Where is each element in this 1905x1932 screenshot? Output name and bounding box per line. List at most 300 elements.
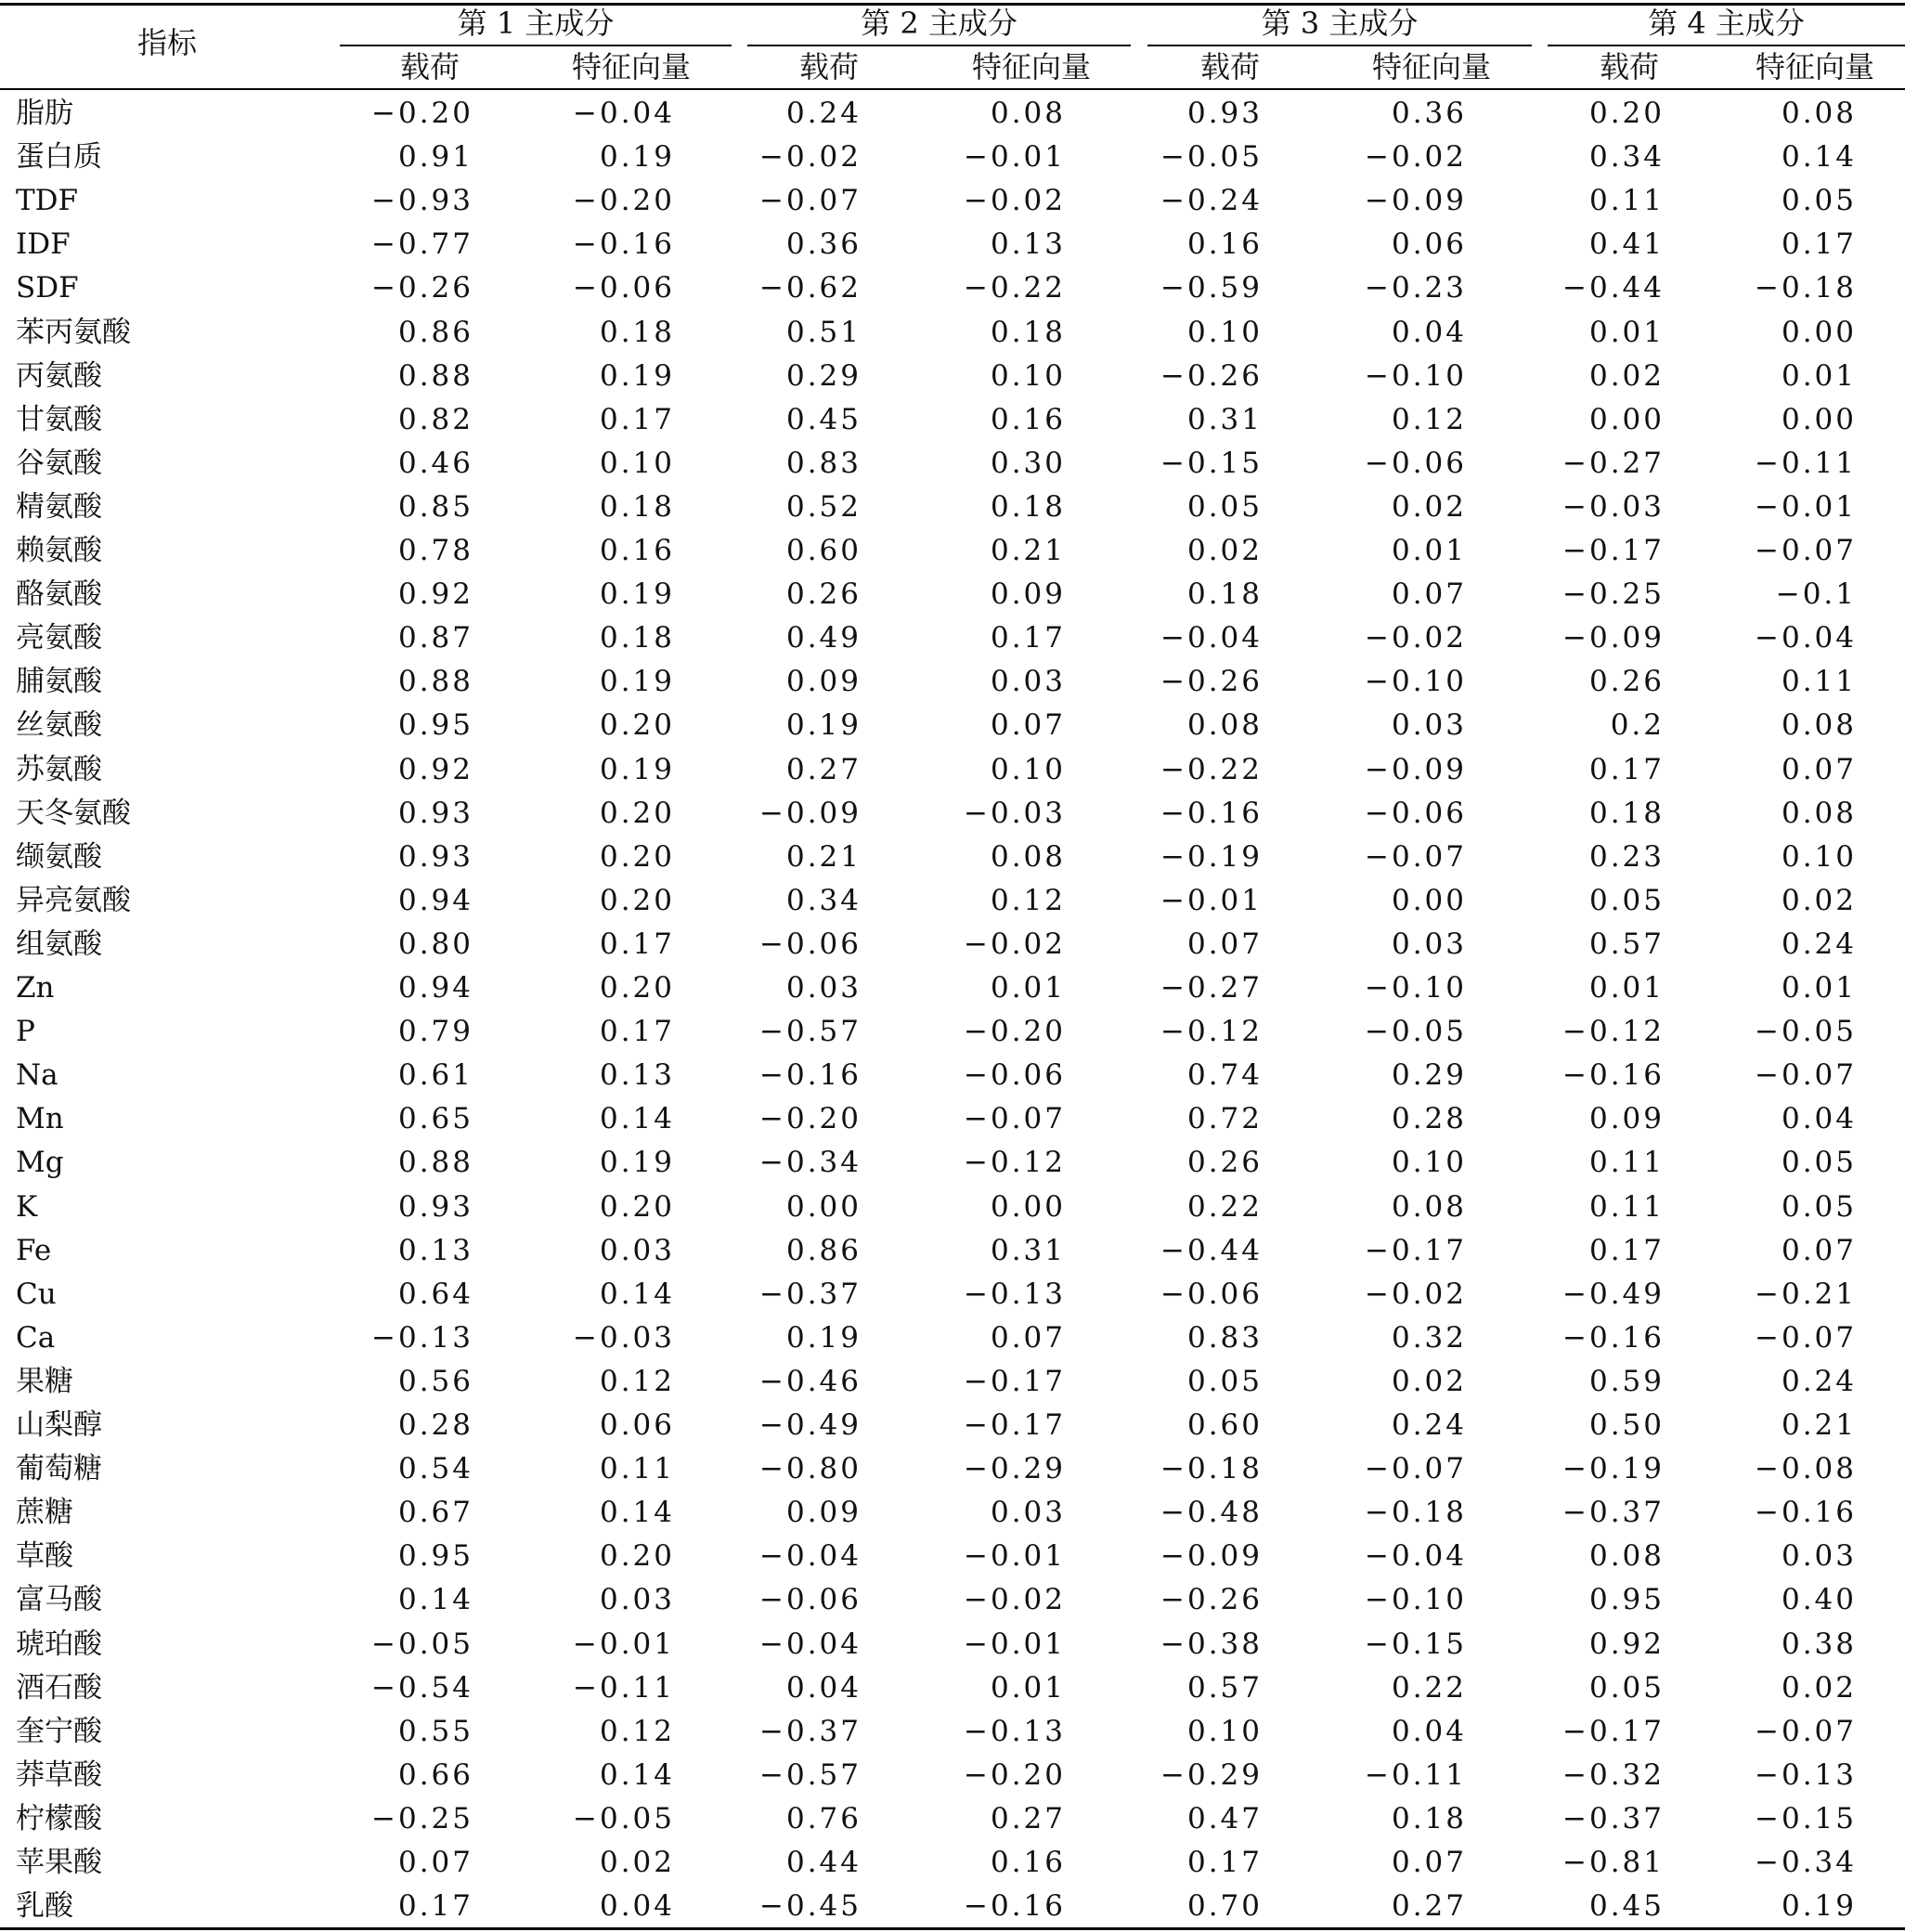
row-indicator-label: Na bbox=[16, 1058, 58, 1093]
loading-cell: 0.82 bbox=[397, 402, 473, 436]
loading-cell: 0.50 bbox=[1588, 1408, 1665, 1442]
loading-cell: 0.60 bbox=[1186, 1408, 1263, 1442]
row-indicator-label: 丙氨酸 bbox=[16, 358, 102, 393]
loading-cell: −0.09 bbox=[1160, 1539, 1263, 1574]
loading-cell: 0.08 bbox=[1588, 1539, 1665, 1574]
row-indicator-label: P bbox=[16, 1015, 35, 1049]
loading-cell: 0.95 bbox=[397, 708, 473, 743]
loading-cell: 0.11 bbox=[1588, 1146, 1665, 1180]
row-indicator-label: 琥珀酸 bbox=[16, 1627, 102, 1661]
loading-cell: −0.26 bbox=[371, 271, 473, 305]
loading-cell: −0.38 bbox=[1160, 1627, 1263, 1661]
eigenvector-cell: 0.06 bbox=[1391, 227, 1467, 262]
eigenvector-cell: 0.18 bbox=[990, 489, 1066, 524]
header-pc2-underline bbox=[747, 45, 1131, 46]
eigenvector-cell: 0.18 bbox=[599, 621, 675, 655]
eigenvector-cell: −0.18 bbox=[1365, 1496, 1467, 1530]
eigenvector-cell: 0.28 bbox=[1391, 1102, 1467, 1136]
eigenvector-cell: 0.06 bbox=[599, 1408, 675, 1442]
eigenvector-cell: 0.10 bbox=[1781, 839, 1857, 874]
loading-cell: −0.06 bbox=[759, 927, 862, 961]
eigenvector-cell: −0.06 bbox=[1365, 796, 1467, 830]
eigenvector-cell: −0.07 bbox=[1365, 839, 1467, 874]
row-indicator-label: 蔗糖 bbox=[16, 1496, 73, 1530]
row-indicator-label: 脂肪 bbox=[16, 97, 73, 130]
eigenvector-cell: −0.22 bbox=[964, 271, 1066, 305]
row-indicator-label: 苯丙氨酸 bbox=[16, 315, 131, 349]
loading-cell: −0.15 bbox=[1160, 446, 1263, 480]
eigenvector-cell: 0.31 bbox=[990, 1233, 1066, 1267]
loading-cell: 0.34 bbox=[785, 883, 862, 917]
loading-cell: 0.18 bbox=[1186, 577, 1263, 612]
eigenvector-cell: 0.14 bbox=[599, 1102, 675, 1136]
loading-cell: −0.19 bbox=[1160, 839, 1263, 874]
table-row bbox=[0, 836, 1905, 879]
eigenvector-cell: −0.06 bbox=[573, 271, 675, 305]
eigenvector-cell: 0.03 bbox=[1781, 1539, 1857, 1574]
table-row bbox=[0, 704, 1905, 747]
header-pc1-loading: 载荷 bbox=[399, 49, 460, 84]
header-pc3-underline bbox=[1147, 45, 1532, 46]
row-indicator-label: Fe bbox=[16, 1233, 52, 1267]
row-indicator-label: 酒石酸 bbox=[16, 1670, 102, 1705]
table-row bbox=[0, 398, 1905, 442]
header-pc1-underline bbox=[340, 45, 732, 46]
loading-cell: −0.17 bbox=[1562, 1714, 1665, 1748]
header-indicator: 指标 bbox=[136, 25, 197, 60]
loading-cell: 0.88 bbox=[397, 665, 473, 699]
eigenvector-cell: −0.07 bbox=[1755, 1058, 1857, 1093]
row-indicator-label: 果糖 bbox=[16, 1364, 73, 1398]
loading-cell: 0.08 bbox=[1186, 708, 1263, 743]
loading-cell: 0.83 bbox=[785, 446, 862, 480]
loading-cell: 0.92 bbox=[1588, 1627, 1665, 1661]
loading-cell: −0.06 bbox=[1160, 1277, 1263, 1311]
table-row bbox=[0, 1841, 1905, 1885]
loading-cell: 0.56 bbox=[397, 1364, 473, 1398]
loading-cell: 0.17 bbox=[1588, 752, 1665, 786]
loading-cell: 0.93 bbox=[1186, 97, 1263, 130]
eigenvector-cell: −0.10 bbox=[1365, 665, 1467, 699]
row-indicator-label: Mn bbox=[16, 1102, 64, 1136]
eigenvector-cell: 0.12 bbox=[599, 1364, 675, 1398]
eigenvector-cell: 0.14 bbox=[1781, 140, 1857, 175]
eigenvector-cell: −0.23 bbox=[1365, 271, 1467, 305]
loading-cell: −0.02 bbox=[759, 140, 862, 175]
table-row bbox=[0, 1578, 1905, 1622]
table-row bbox=[0, 748, 1905, 792]
loading-cell: −0.25 bbox=[1562, 577, 1665, 612]
loading-cell: −0.37 bbox=[1562, 1801, 1665, 1835]
eigenvector-cell: 0.20 bbox=[599, 839, 675, 874]
loading-cell: −0.80 bbox=[759, 1452, 862, 1486]
eigenvector-cell: −0.05 bbox=[1365, 1015, 1467, 1049]
eigenvector-cell: 0.04 bbox=[1391, 1714, 1467, 1748]
row-indicator-label: 精氨酸 bbox=[16, 489, 102, 524]
eigenvector-cell: 0.07 bbox=[1781, 752, 1857, 786]
loading-cell: 0.00 bbox=[785, 1189, 862, 1224]
loading-cell: −0.27 bbox=[1160, 971, 1263, 1005]
eigenvector-cell: −0.07 bbox=[1755, 534, 1857, 567]
loading-cell: 0.60 bbox=[785, 534, 862, 567]
loading-cell: 0.93 bbox=[397, 839, 473, 874]
row-indicator-label: 丝氨酸 bbox=[16, 708, 102, 743]
loading-cell: 0.26 bbox=[785, 577, 862, 612]
eigenvector-cell: 0.12 bbox=[599, 1714, 675, 1748]
loading-cell: −0.04 bbox=[759, 1627, 862, 1661]
eigenvector-cell: −0.21 bbox=[1755, 1277, 1857, 1311]
eigenvector-cell: −0.29 bbox=[964, 1452, 1066, 1486]
header-pc3-loading: 载荷 bbox=[1199, 49, 1260, 84]
eigenvector-cell: 0.18 bbox=[599, 489, 675, 524]
loading-cell: 0.36 bbox=[785, 227, 862, 262]
eigenvector-cell: −0.02 bbox=[1365, 1277, 1467, 1311]
row-indicator-label: Zn bbox=[16, 971, 55, 1005]
loading-cell: 0.49 bbox=[785, 621, 862, 655]
table-row bbox=[0, 529, 1905, 573]
table-row bbox=[0, 179, 1905, 223]
header-pc2: 第 2 主成分 bbox=[861, 6, 1017, 41]
loading-cell: 0.93 bbox=[397, 1189, 473, 1224]
header-pc4: 第 4 主成分 bbox=[1648, 6, 1805, 41]
loading-cell: 0.78 bbox=[397, 534, 473, 567]
row-indicator-label: Cu bbox=[16, 1277, 57, 1311]
eigenvector-cell: 0.27 bbox=[990, 1801, 1066, 1835]
eigenvector-cell: 0.03 bbox=[1391, 708, 1467, 743]
loading-cell: 0.86 bbox=[785, 1233, 862, 1267]
loading-cell: −0.25 bbox=[371, 1801, 473, 1835]
loading-cell: −0.17 bbox=[1562, 534, 1665, 567]
eigenvector-cell: 0.17 bbox=[599, 402, 675, 436]
eigenvector-cell: −0.05 bbox=[573, 1801, 675, 1835]
eigenvector-cell: −0.12 bbox=[964, 1146, 1066, 1180]
table-row bbox=[0, 1885, 1905, 1928]
loading-cell: 0.13 bbox=[397, 1233, 473, 1267]
loading-cell: 0.83 bbox=[1186, 1320, 1263, 1355]
eigenvector-cell: 0.08 bbox=[990, 839, 1066, 874]
eigenvector-cell: 0.01 bbox=[990, 1670, 1066, 1705]
eigenvector-cell: 0.02 bbox=[1391, 489, 1467, 524]
eigenvector-cell: 0.07 bbox=[1391, 577, 1467, 612]
loading-cell: 0.44 bbox=[785, 1846, 862, 1879]
loading-cell: −0.62 bbox=[759, 271, 862, 305]
loading-cell: −0.26 bbox=[1160, 358, 1263, 393]
loading-cell: 0.94 bbox=[397, 971, 473, 1005]
eigenvector-cell: −0.34 bbox=[1755, 1846, 1857, 1879]
eigenvector-cell: 0.20 bbox=[599, 796, 675, 830]
loading-cell: −0.05 bbox=[371, 1627, 473, 1661]
table-row bbox=[0, 1666, 1905, 1710]
eigenvector-cell: 0.20 bbox=[599, 1539, 675, 1574]
eigenvector-cell: −0.17 bbox=[964, 1364, 1066, 1398]
table-row bbox=[0, 573, 1905, 616]
loading-cell: 0.64 bbox=[397, 1277, 473, 1311]
eigenvector-cell: 0.18 bbox=[599, 315, 675, 349]
eigenvector-cell: 0.16 bbox=[990, 402, 1066, 436]
eigenvector-cell: −0.07 bbox=[1755, 1714, 1857, 1748]
loading-cell: 0.01 bbox=[1588, 971, 1665, 1005]
eigenvector-cell: −0.20 bbox=[964, 1757, 1066, 1792]
table-row bbox=[0, 1447, 1905, 1491]
loading-cell: −0.32 bbox=[1562, 1757, 1665, 1792]
loading-cell: 0.55 bbox=[397, 1714, 473, 1748]
eigenvector-cell: 0.27 bbox=[1391, 1889, 1467, 1924]
loading-cell: 0.70 bbox=[1186, 1889, 1263, 1924]
loading-cell: −0.57 bbox=[759, 1015, 862, 1049]
eigenvector-cell: −0.20 bbox=[964, 1015, 1066, 1049]
table-row bbox=[0, 486, 1905, 529]
eigenvector-cell: −0.06 bbox=[964, 1058, 1066, 1093]
eigenvector-cell: −0.02 bbox=[964, 1583, 1066, 1617]
loading-cell: −0.09 bbox=[1562, 621, 1665, 655]
table-row bbox=[0, 923, 1905, 966]
loading-cell: −0.26 bbox=[1160, 1583, 1263, 1617]
eigenvector-cell: −0.02 bbox=[1365, 140, 1467, 175]
header-pc4-underline bbox=[1548, 45, 1905, 46]
eigenvector-cell: −0.11 bbox=[1755, 446, 1857, 480]
row-indicator-label: 酪氨酸 bbox=[16, 577, 102, 612]
loading-cell: 0.54 bbox=[397, 1452, 473, 1486]
eigenvector-cell: 0.02 bbox=[1781, 883, 1857, 917]
loading-cell: 0.80 bbox=[397, 927, 473, 961]
loading-cell: 0.26 bbox=[1588, 665, 1665, 699]
loading-cell: −0.54 bbox=[371, 1670, 473, 1705]
eigenvector-cell: 0.08 bbox=[1781, 796, 1857, 830]
eigenvector-cell: −0.05 bbox=[1755, 1015, 1857, 1049]
eigenvector-cell: −0.09 bbox=[1365, 752, 1467, 786]
eigenvector-cell: 0.03 bbox=[990, 1496, 1066, 1530]
loading-cell: 0.22 bbox=[1186, 1189, 1263, 1224]
loading-cell: −0.01 bbox=[1160, 883, 1263, 917]
loading-cell: −0.81 bbox=[1562, 1846, 1665, 1879]
eigenvector-cell: −0.16 bbox=[964, 1889, 1066, 1924]
eigenvector-cell: −0.10 bbox=[1365, 1583, 1467, 1617]
eigenvector-cell: 0.00 bbox=[1391, 883, 1467, 917]
loading-cell: −0.05 bbox=[1160, 140, 1263, 175]
loading-cell: −0.04 bbox=[1160, 621, 1263, 655]
eigenvector-cell: 0.11 bbox=[599, 1452, 675, 1486]
loading-cell: −0.59 bbox=[1160, 271, 1263, 305]
table-row bbox=[0, 1797, 1905, 1841]
row-indicator-label: Ca bbox=[16, 1320, 56, 1355]
loading-cell: 0.45 bbox=[1588, 1889, 1665, 1924]
loading-cell: 0.72 bbox=[1186, 1102, 1263, 1136]
eigenvector-cell: 0.14 bbox=[599, 1277, 675, 1311]
row-indicator-label: 苏氨酸 bbox=[16, 752, 102, 786]
loading-cell: 0.19 bbox=[785, 1320, 862, 1355]
loading-cell: 0.47 bbox=[1186, 1801, 1263, 1835]
loading-cell: 0.21 bbox=[785, 839, 862, 874]
eigenvector-cell: 0.01 bbox=[990, 971, 1066, 1005]
eigenvector-cell: 0.10 bbox=[990, 752, 1066, 786]
eigenvector-cell: −0.07 bbox=[1755, 1320, 1857, 1355]
loading-cell: 0.93 bbox=[397, 796, 473, 830]
loading-cell: 0.11 bbox=[1588, 184, 1665, 218]
eigenvector-cell: 0.08 bbox=[1781, 97, 1857, 130]
header-pc2-loading: 载荷 bbox=[798, 49, 859, 84]
eigenvector-cell: −0.20 bbox=[573, 184, 675, 218]
eigenvector-cell: −0.13 bbox=[964, 1714, 1066, 1748]
table-row bbox=[0, 136, 1905, 179]
loading-cell: 0.10 bbox=[1186, 1714, 1263, 1748]
loading-cell: 0.17 bbox=[1588, 1233, 1665, 1267]
eigenvector-cell: 0.01 bbox=[1781, 971, 1857, 1005]
eigenvector-cell: 0.14 bbox=[599, 1496, 675, 1530]
row-indicator-label: TDF bbox=[16, 184, 79, 218]
loading-cell: 0.52 bbox=[785, 489, 862, 524]
eigenvector-cell: −0.03 bbox=[964, 796, 1066, 830]
eigenvector-cell: 0.19 bbox=[599, 140, 675, 175]
eigenvector-cell: −0.04 bbox=[573, 97, 675, 130]
loading-cell: 0.24 bbox=[785, 97, 862, 130]
eigenvector-cell: 0.04 bbox=[599, 1889, 675, 1924]
row-indicator-label: 葡萄糖 bbox=[16, 1452, 102, 1486]
table-row bbox=[0, 1273, 1905, 1316]
table-row bbox=[0, 1404, 1905, 1447]
row-indicator-label: 亮氨酸 bbox=[16, 621, 102, 655]
eigenvector-cell: 0.01 bbox=[1781, 358, 1857, 393]
row-indicator-label: Mg bbox=[16, 1146, 64, 1180]
eigenvector-cell: 0.00 bbox=[990, 1189, 1066, 1224]
eigenvector-cell: 0.30 bbox=[990, 446, 1066, 480]
loading-cell: 0.95 bbox=[397, 1539, 473, 1574]
loading-cell: −0.19 bbox=[1562, 1452, 1665, 1486]
eigenvector-cell: 0.32 bbox=[1391, 1320, 1467, 1355]
eigenvector-cell: 0.17 bbox=[990, 621, 1066, 655]
loading-cell: −0.20 bbox=[371, 97, 473, 130]
eigenvector-cell: −0.02 bbox=[964, 184, 1066, 218]
table-row bbox=[0, 92, 1905, 136]
eigenvector-cell: 0.36 bbox=[1391, 97, 1467, 130]
table-row bbox=[0, 1141, 1905, 1185]
loading-cell: −0.57 bbox=[759, 1757, 862, 1792]
table-row bbox=[0, 442, 1905, 486]
row-indicator-label: SDF bbox=[16, 271, 79, 305]
loading-cell: −0.07 bbox=[759, 184, 862, 218]
eigenvector-cell: 0.09 bbox=[990, 577, 1066, 612]
eigenvector-cell: 0.10 bbox=[599, 446, 675, 480]
loading-cell: −0.16 bbox=[1160, 796, 1263, 830]
table-row bbox=[0, 1710, 1905, 1754]
loading-cell: 0.05 bbox=[1186, 1364, 1263, 1398]
eigenvector-cell: 0.05 bbox=[1781, 1146, 1857, 1180]
loading-cell: −0.16 bbox=[1562, 1320, 1665, 1355]
eigenvector-cell: 0.12 bbox=[1391, 402, 1467, 436]
eigenvector-cell: 0.08 bbox=[1391, 1189, 1467, 1224]
loading-cell: 0.66 bbox=[397, 1757, 473, 1792]
table-row bbox=[0, 966, 1905, 1010]
row-indicator-label: 奎宁酸 bbox=[16, 1714, 102, 1748]
eigenvector-cell: 0.03 bbox=[990, 665, 1066, 699]
eigenvector-cell: 0.07 bbox=[1781, 1233, 1857, 1267]
loading-cell: 0.31 bbox=[1186, 402, 1263, 436]
loading-cell: −0.45 bbox=[759, 1889, 862, 1924]
table-row bbox=[0, 1316, 1905, 1360]
row-indicator-label: 赖氨酸 bbox=[16, 534, 102, 567]
eigenvector-cell: 0.07 bbox=[990, 708, 1066, 743]
eigenvector-cell: 0.13 bbox=[990, 227, 1066, 262]
loading-cell: 0.51 bbox=[785, 315, 862, 349]
loading-cell: 0.07 bbox=[397, 1846, 473, 1879]
loading-cell: −0.48 bbox=[1160, 1496, 1263, 1530]
loading-cell: −0.93 bbox=[371, 184, 473, 218]
loading-cell: 0.09 bbox=[785, 665, 862, 699]
loading-cell: 0.95 bbox=[1588, 1583, 1665, 1617]
eigenvector-cell: −0.15 bbox=[1365, 1627, 1467, 1661]
loading-cell: −0.04 bbox=[759, 1539, 862, 1574]
table-row bbox=[0, 1186, 1905, 1229]
loading-cell: −0.12 bbox=[1562, 1015, 1665, 1049]
loading-cell: −0.16 bbox=[759, 1058, 862, 1093]
loading-cell: −0.22 bbox=[1160, 752, 1263, 786]
loading-cell: 0.34 bbox=[1588, 140, 1665, 175]
eigenvector-cell: 0.19 bbox=[599, 577, 675, 612]
eigenvector-cell: −0.09 bbox=[1365, 184, 1467, 218]
table-row bbox=[0, 355, 1905, 398]
eigenvector-cell: −0.02 bbox=[1365, 621, 1467, 655]
loading-cell: 0.09 bbox=[785, 1496, 862, 1530]
row-indicator-label: 草酸 bbox=[16, 1539, 73, 1574]
eigenvector-cell: −0.16 bbox=[1755, 1496, 1857, 1530]
loading-cell: 0.05 bbox=[1588, 1670, 1665, 1705]
eigenvector-cell: 0.05 bbox=[1781, 1189, 1857, 1224]
eigenvector-cell: −0.04 bbox=[1755, 621, 1857, 655]
loading-cell: 0.92 bbox=[397, 577, 473, 612]
eigenvector-cell: −0.18 bbox=[1755, 271, 1857, 305]
row-indicator-label: 异亮氨酸 bbox=[16, 883, 131, 917]
loading-cell: 0.67 bbox=[397, 1496, 473, 1530]
loading-cell: 0.74 bbox=[1186, 1058, 1263, 1093]
loading-cell: 0.29 bbox=[785, 358, 862, 393]
eigenvector-cell: −0.11 bbox=[573, 1670, 675, 1705]
eigenvector-cell: 0.16 bbox=[599, 534, 675, 567]
eigenvector-cell: 0.38 bbox=[1781, 1627, 1857, 1661]
loading-cell: 0.02 bbox=[1588, 358, 1665, 393]
loading-cell: 0.45 bbox=[785, 402, 862, 436]
loading-cell: −0.09 bbox=[759, 796, 862, 830]
eigenvector-cell: 0.03 bbox=[1391, 927, 1467, 961]
eigenvector-cell: 0.21 bbox=[990, 534, 1066, 567]
eigenvector-cell: 0.19 bbox=[599, 665, 675, 699]
eigenvector-cell: −0.07 bbox=[964, 1102, 1066, 1136]
row-indicator-label: 甘氨酸 bbox=[16, 402, 102, 436]
eigenvector-cell: −0.1 bbox=[1775, 577, 1857, 612]
loading-cell: 0.91 bbox=[397, 140, 473, 175]
eigenvector-cell: −0.01 bbox=[964, 140, 1066, 175]
eigenvector-cell: −0.10 bbox=[1365, 358, 1467, 393]
loading-cell: −0.03 bbox=[1562, 489, 1665, 524]
eigenvector-cell: 0.18 bbox=[1391, 1801, 1467, 1835]
loading-cell: −0.37 bbox=[759, 1714, 862, 1748]
loading-cell: −0.44 bbox=[1562, 271, 1665, 305]
loading-cell: 0.41 bbox=[1588, 227, 1665, 262]
loading-cell: 0.17 bbox=[397, 1889, 473, 1924]
eigenvector-cell: 0.24 bbox=[1391, 1408, 1467, 1442]
loading-cell: 0.03 bbox=[785, 971, 862, 1005]
loading-cell: −0.18 bbox=[1160, 1452, 1263, 1486]
table-row bbox=[0, 1229, 1905, 1273]
loading-cell: 0.88 bbox=[397, 358, 473, 393]
eigenvector-cell: 0.12 bbox=[990, 883, 1066, 917]
row-indicator-label: K bbox=[16, 1189, 38, 1224]
table-row bbox=[0, 1360, 1905, 1404]
row-indicator-label: 天冬氨酸 bbox=[16, 796, 131, 830]
header-pc2-eigenvector: 特征向量 bbox=[971, 49, 1091, 84]
eigenvector-cell: −0.08 bbox=[1755, 1452, 1857, 1486]
eigenvector-cell: −0.07 bbox=[1365, 1452, 1467, 1486]
eigenvector-cell: 0.17 bbox=[599, 1015, 675, 1049]
eigenvector-cell: −0.02 bbox=[964, 927, 1066, 961]
